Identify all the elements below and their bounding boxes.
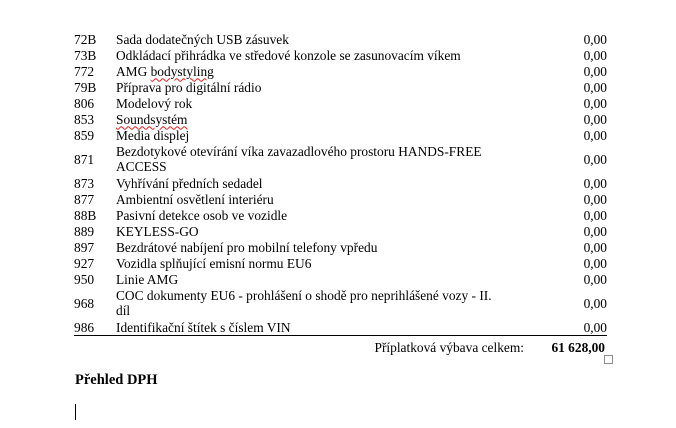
option-price: 0,00 (583, 47, 607, 63)
option-price: 0,00 (583, 207, 607, 223)
section-heading: Přehled DPH (75, 372, 158, 388)
table-row (74, 271, 607, 287)
option-price: 0,00 (583, 271, 607, 287)
option-code: 73B (74, 47, 97, 63)
option-description: Sada dodatečných USB zásuvek (116, 31, 289, 47)
option-code: 897 (74, 239, 95, 255)
option-code: 79B (74, 79, 97, 95)
table-row (74, 255, 607, 271)
table-row (74, 319, 607, 336)
table-row (74, 127, 607, 143)
table-row (74, 191, 607, 207)
option-description: KEYLESS-GO (116, 223, 199, 239)
option-description (116, 111, 521, 127)
table-row (74, 239, 607, 255)
option-price: 0,00 (583, 223, 607, 239)
option-code: 806 (74, 95, 95, 111)
table-row (74, 47, 607, 63)
option-description: Modelový rok (116, 95, 193, 111)
text-cursor (75, 404, 76, 420)
table-row (74, 207, 607, 223)
option-code: 853 (74, 111, 95, 127)
option-code: 871 (74, 151, 95, 167)
option-price: 0,00 (583, 295, 607, 311)
option-code: 88B (74, 207, 97, 223)
option-code: 877 (74, 191, 95, 207)
table-row (74, 79, 607, 95)
option-description: Linie AMG (116, 271, 179, 287)
option-price: 0,00 (583, 175, 607, 191)
option-price: 0,00 (583, 31, 607, 47)
option-price: 0,00 (583, 151, 607, 167)
table-row (74, 111, 607, 127)
option-price: 0,00 (583, 255, 607, 271)
option-description: Bezdrátové nabíjení pro mobilní telefony vpředu (116, 239, 378, 255)
option-description (116, 63, 521, 79)
misspelled-word[interactable]: bodystyling (150, 63, 214, 79)
option-description: Pasivní detekce osob ve vozidle (116, 207, 288, 223)
option-code: 968 (74, 295, 95, 311)
option-description: Odkládací přihrádka ve středové konzole se zasunovacím víkem (116, 47, 461, 63)
table-row (74, 175, 607, 191)
option-price: 0,00 (583, 79, 607, 95)
option-description-line: COC dokumenty EU6 - prohlášení o shodě pro neprihlášené vozy - II. (116, 288, 492, 303)
table-row (74, 95, 607, 111)
option-price: 0,00 (583, 63, 607, 79)
option-description-text: AMG (116, 63, 151, 79)
option-description-line: ACCESS (116, 159, 167, 174)
option-description (116, 287, 521, 319)
option-price: 0,00 (583, 127, 607, 143)
total-label: Příplatková výbava celkem: (374, 340, 524, 355)
table-row (74, 143, 607, 175)
table-row (74, 287, 607, 319)
table-row (74, 31, 607, 47)
option-code: 859 (74, 127, 95, 143)
table-resize-handle[interactable] (604, 355, 613, 364)
option-price: 0,00 (521, 319, 607, 336)
option-code: 72B (74, 31, 97, 47)
option-code: 950 (74, 271, 95, 287)
misspelled-word[interactable]: Soundsystém (116, 111, 188, 127)
option-price: 0,00 (583, 191, 607, 207)
table-row (74, 223, 607, 239)
option-description (116, 143, 521, 175)
option-code: 772 (74, 63, 95, 79)
option-code: 889 (74, 223, 95, 239)
option-code: 986 (74, 319, 116, 336)
options-table (74, 31, 607, 336)
total-value: 61 628,00 (551, 340, 605, 355)
option-code: 873 (74, 175, 95, 191)
option-code: 927 (74, 255, 95, 271)
option-description: Vozidla splňující emisní normu EU6 (116, 255, 312, 271)
total-row (74, 340, 605, 356)
option-description: Media displej (116, 127, 190, 143)
option-description-line: díl (116, 303, 131, 318)
option-description: Ambientní osvětlení interiéru (116, 191, 274, 207)
option-description: Příprava pro digitální rádio (116, 79, 262, 95)
table-row (74, 63, 607, 79)
option-price: 0,00 (583, 95, 607, 111)
option-description: Vyhřívání předních sedadel (116, 175, 263, 191)
option-description-line: Bezdotykové otevírání víka zavazadlového prostoru HANDS-FREE (116, 144, 482, 159)
option-price: 0,00 (583, 239, 607, 255)
option-price: 0,00 (583, 111, 607, 127)
option-description: Identifikační štítek s číslem VIN (116, 319, 521, 336)
